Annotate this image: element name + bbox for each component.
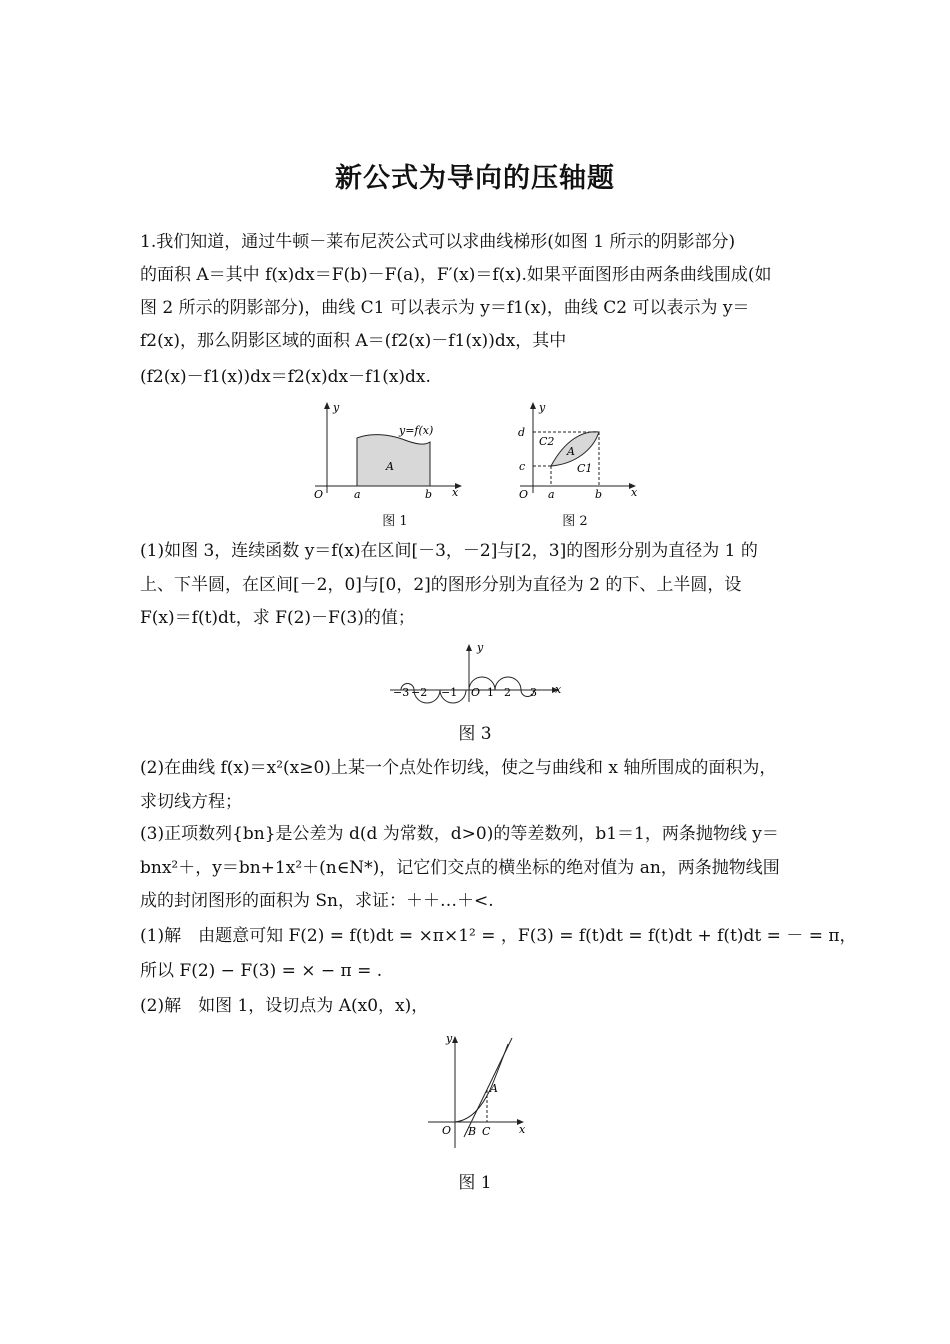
area-label: A — [567, 445, 575, 458]
page-title: 新公式为导向的压轴题 — [335, 163, 615, 194]
shaded-area — [551, 432, 599, 466]
y-label: y — [446, 1032, 453, 1045]
c1-label: C1 — [577, 462, 593, 475]
origin-label: O — [314, 488, 324, 501]
intro-line: 1.我们知道，通过牛顿－莱布尼茨公式可以求曲线梯形(如图 1 所示的阴影部分) — [140, 232, 736, 252]
figure-2 — [505, 398, 645, 508]
tick-2: 2 — [504, 686, 511, 699]
c-label: c — [519, 460, 526, 473]
b-label: b — [595, 488, 603, 501]
intro-line: 图 2 所示的阴影部分)，曲线 C1 可以表示为 y＝f1(x)，曲线 C2 可以表示为 y＝ — [140, 298, 750, 318]
y-label: y — [333, 401, 340, 414]
a-label: a — [548, 488, 555, 501]
point-a-label: A — [490, 1082, 498, 1095]
parabola — [455, 1044, 508, 1122]
x-label: x — [631, 486, 638, 499]
sol1-line: 所以 F(2) − F(3) = × − π = . — [140, 961, 383, 981]
figure-1 — [300, 398, 470, 508]
curve-label: y=f(x) — [399, 424, 434, 437]
y-label: y — [477, 641, 484, 654]
intro-line: f2(x)，那么阴影区域的面积 A＝(f2(x)－f1(x))dx，其中 — [140, 331, 567, 351]
q3-line: bnx²＋，y＝bn+1x²＋(n∈N*)，记它们交点的横坐标的绝对值为 an，两条抛物线围 — [140, 858, 780, 878]
area-label: A — [386, 460, 394, 473]
point-b-label: B — [468, 1125, 477, 1138]
d-label: d — [518, 426, 526, 439]
figure-1-caption: 图 1 — [382, 514, 408, 529]
figure-3-caption: 图 3 — [458, 724, 492, 744]
tick-neg2: −2 — [411, 686, 428, 699]
x-label: x — [452, 486, 459, 499]
tick-1: 1 — [487, 686, 494, 699]
intro-line: (f2(x)－f1(x))dx＝f2(x)dx－f1(x)dx. — [140, 367, 431, 387]
intro-line: 的面积 A＝其中 f(x)dx＝F(b)－F(a)，F′(x)＝f(x).如果平面图形由两条曲线围成(如 — [140, 265, 772, 285]
point-c-label: C — [482, 1125, 491, 1138]
figure-3 — [385, 640, 570, 705]
a-label: a — [354, 488, 361, 501]
figure-4-caption: 图 1 — [458, 1173, 492, 1193]
q2-line: (2)在曲线 f(x)＝x²(x≥0)上某一个点处作切线，使之与曲线和 x 轴所围成的面积为， — [140, 758, 777, 778]
solution-2: (2)解 如图 1，设切点为 A(x0，x)， — [140, 996, 429, 1016]
sol1-line: (1)解 由题意可知 F(2) = f(t)dt = ×π×1² = ，F(3) = f(t)dt = f(t)dt + f(t)dt = － = π， — [140, 926, 857, 946]
q2-line: 求切线方程； — [140, 792, 242, 812]
q3-line: 成的封闭图形的面积为 Sn，求证：＋＋…＋<. — [140, 891, 494, 911]
q1-line: F(x)＝f(t)dt，求 F(2)－F(3)的值； — [140, 608, 415, 628]
figure-4 — [420, 1030, 535, 1155]
x-label: x — [519, 1123, 526, 1136]
figure-2-caption: 图 2 — [562, 514, 588, 529]
b-label: b — [425, 488, 433, 501]
q3-line: (3)正项数列{bn}是公差为 d(d 为常数，d>0)的等差数列，b1＝1，两条抛物线 y＝ — [140, 824, 779, 844]
origin-label: O — [519, 488, 529, 501]
tick-neg1: −1 — [441, 686, 458, 699]
x-label: x — [555, 683, 562, 696]
tick-neg3: −3 — [393, 686, 410, 699]
q1-line: 上、下半圆，在区间[－2，0]与[0，2]的图形分别为直径为 2 的下、上半圆，设 — [140, 575, 742, 595]
tick-3: 3 — [530, 686, 537, 699]
q1-line: (1)如图 3，连续函数 y＝f(x)在区间[－3，－2]与[2，3]的图形分别为直径为 1 的 — [140, 541, 758, 561]
y-label: y — [539, 401, 546, 414]
origin-label: O — [442, 1124, 452, 1137]
origin-label: O — [471, 686, 481, 699]
c2-label: C2 — [539, 435, 555, 448]
